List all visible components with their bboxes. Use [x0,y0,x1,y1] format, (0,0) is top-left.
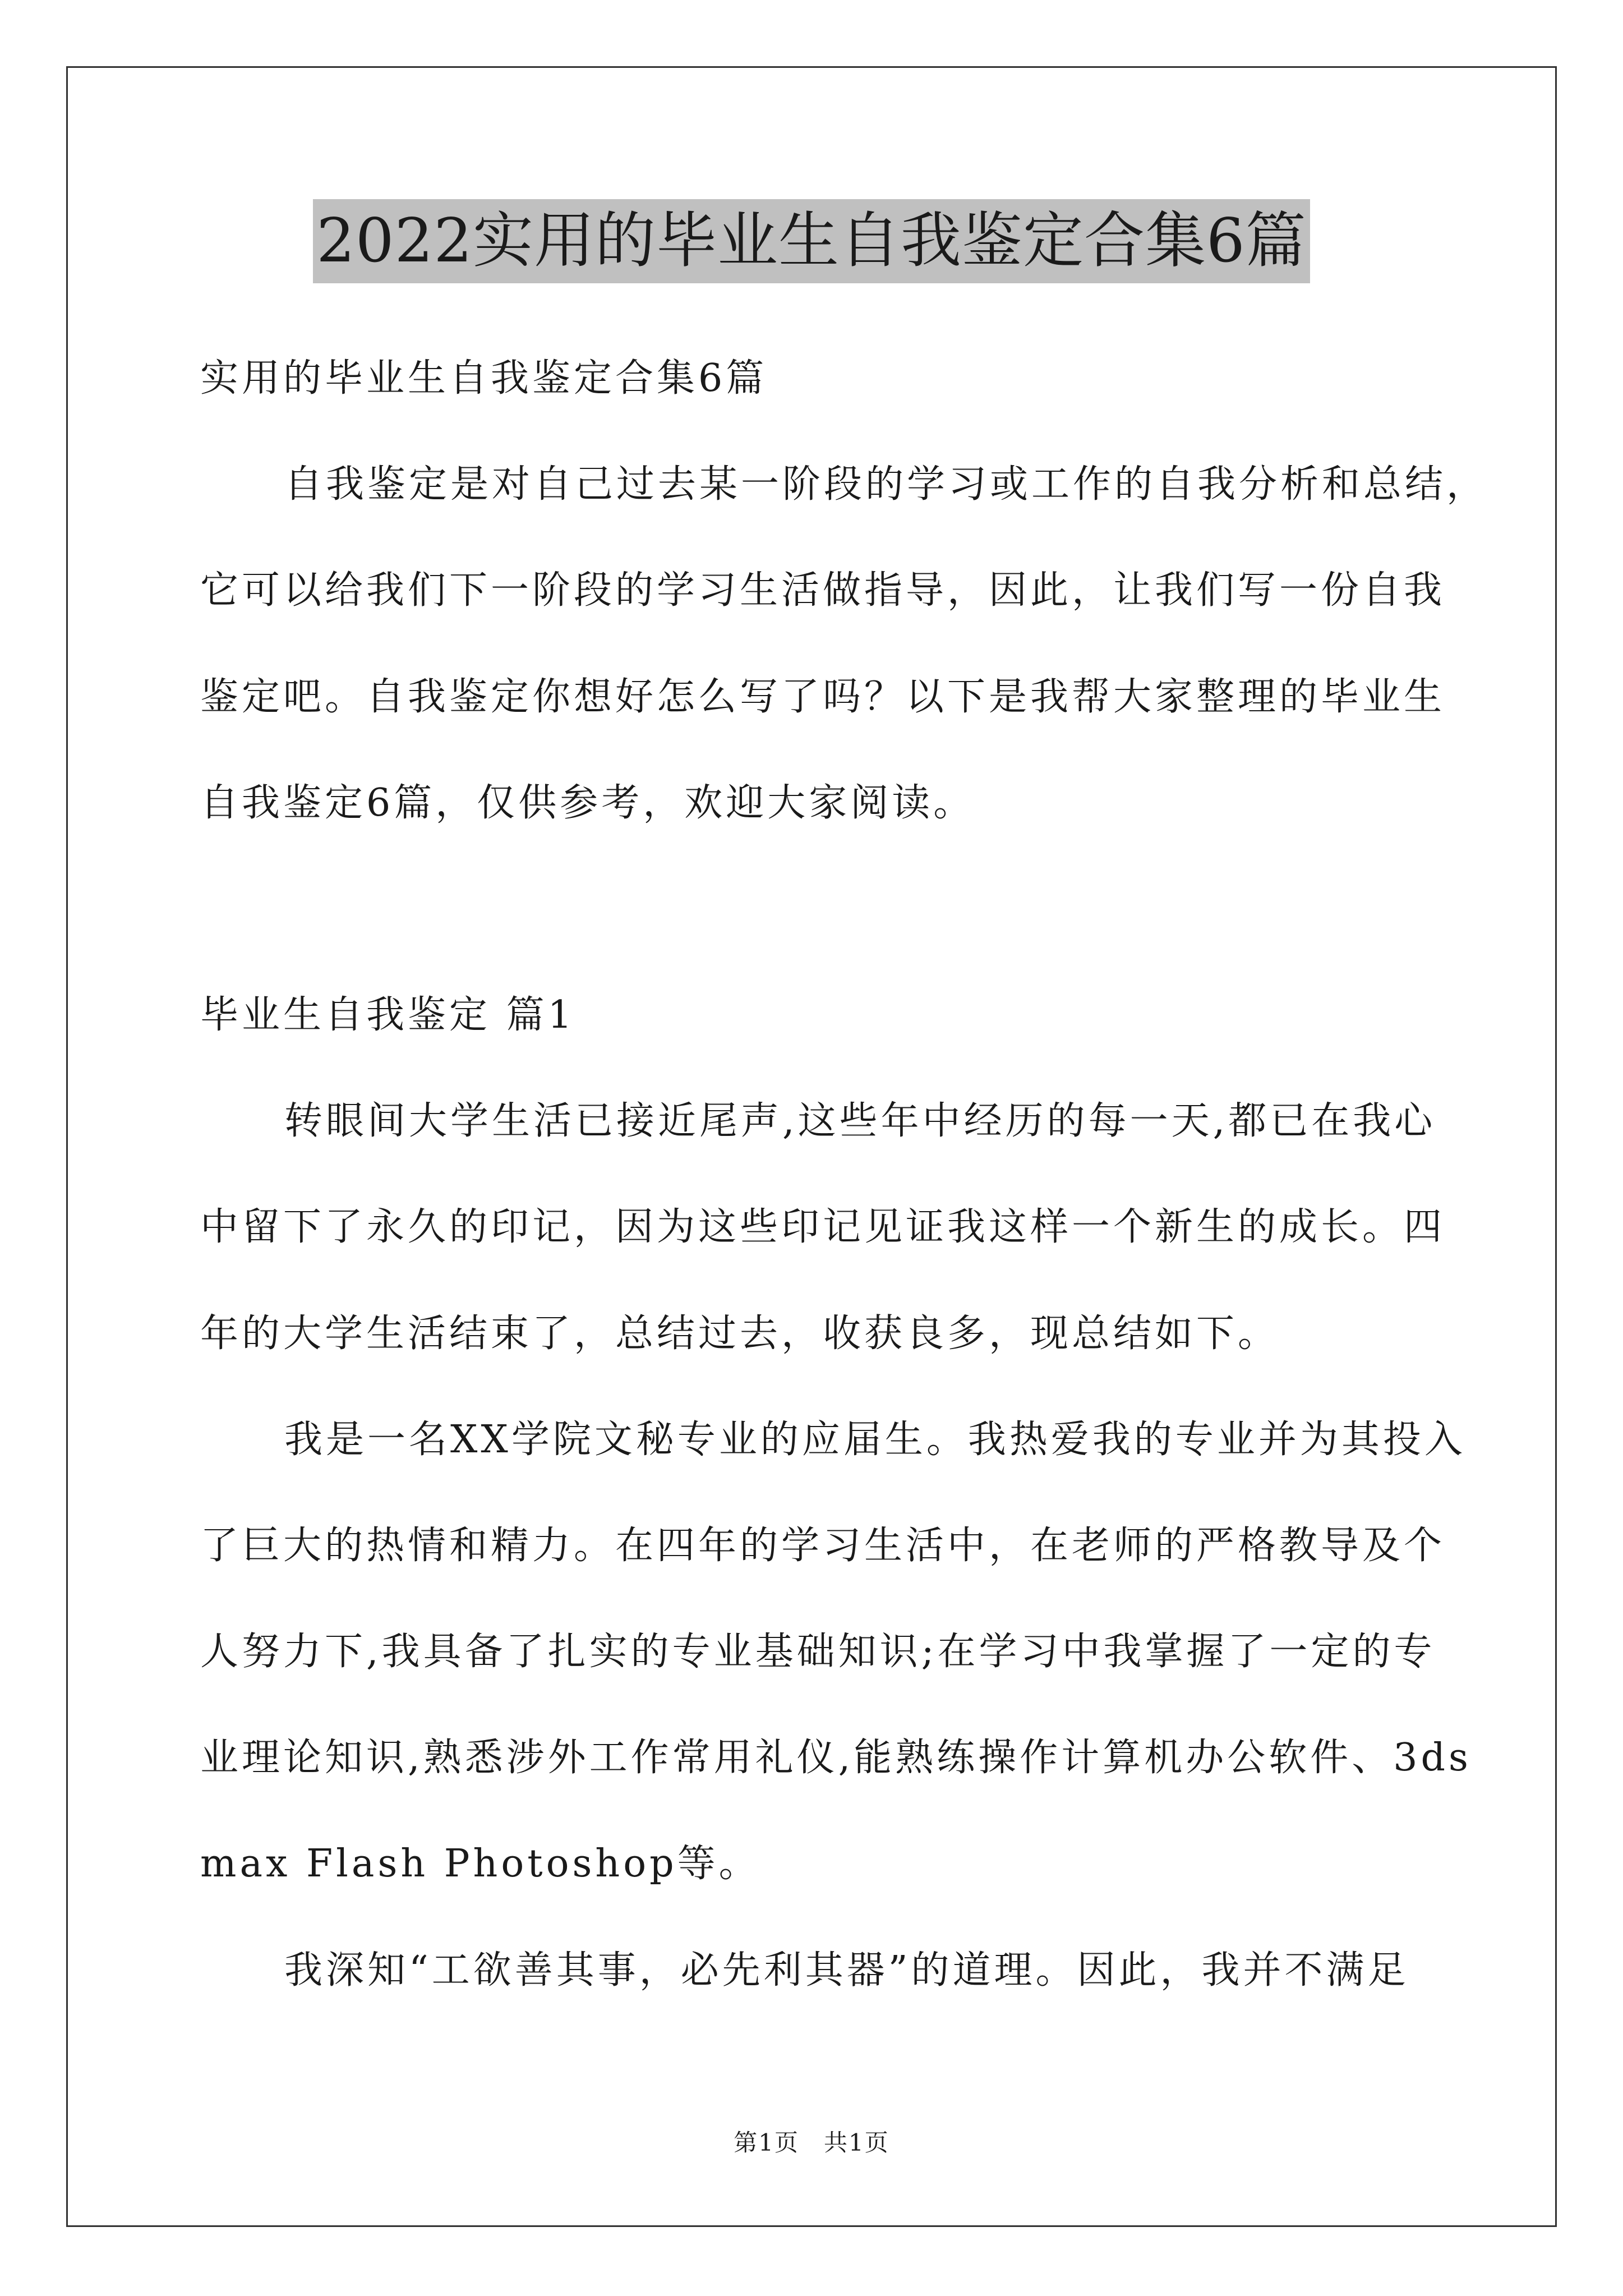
page-footer: 第1页 共1页 [734,2129,889,2156]
section-heading: 毕业生自我鉴定 篇1 [200,993,575,1037]
body-line-6: 人努力下,我具备了扎实的专业基础知识;在学习中我掌握了一定的专 [200,1630,1436,1674]
body-line-4: 我是一名XX学院文秘专业的应届生。我热爱我的专业并为其投入 [284,1418,1466,1462]
body-line-1: 转眼间大学生活已接近尾声,这些年中经历的每一天,都已在我心 [284,1099,1436,1143]
document-title: 2022实用的毕业生自我鉴定合集6篇 [313,199,1310,283]
body-line-8: max Flash Photoshop等。 [200,1842,760,1886]
intro-line-1: 自我鉴定是对自己过去某一阶段的学习或工作的自我分析和总结， [284,462,1488,507]
body-line-7: 业理论知识,熟悉涉外工作常用礼仪,能熟练操作计算机办公软件、3ds [200,1736,1472,1780]
intro-line-3: 鉴定吧。自我鉴定你想好怎么写了吗？以下是我帮大家整理的毕业生 [200,675,1446,719]
body-line-5: 了巨大的热情和精力。在四年的学习生活中，在老师的严格教导及个 [200,1524,1446,1568]
body-line-9: 我深知“工欲善其事，必先利其器”的道理。因此，我并不满足 [284,1948,1409,1993]
intro-line-2: 它可以给我们下一阶段的学习生活做指导，因此，让我们写一份自我 [200,568,1446,613]
title-container [0,199,1623,283]
intro-line-4: 自我鉴定6篇，仅供参考，欢迎大家阅读。 [200,781,975,825]
body-line-2: 中留下了永久的印记，因为这些印记见证我这样一个新生的成长。四 [200,1205,1446,1249]
body-line-3: 年的大学生活结束了，总结过去，收获良多，现总结如下。 [200,1312,1280,1356]
document-subtitle: 实用的毕业生自我鉴定合集6篇 [200,356,768,401]
